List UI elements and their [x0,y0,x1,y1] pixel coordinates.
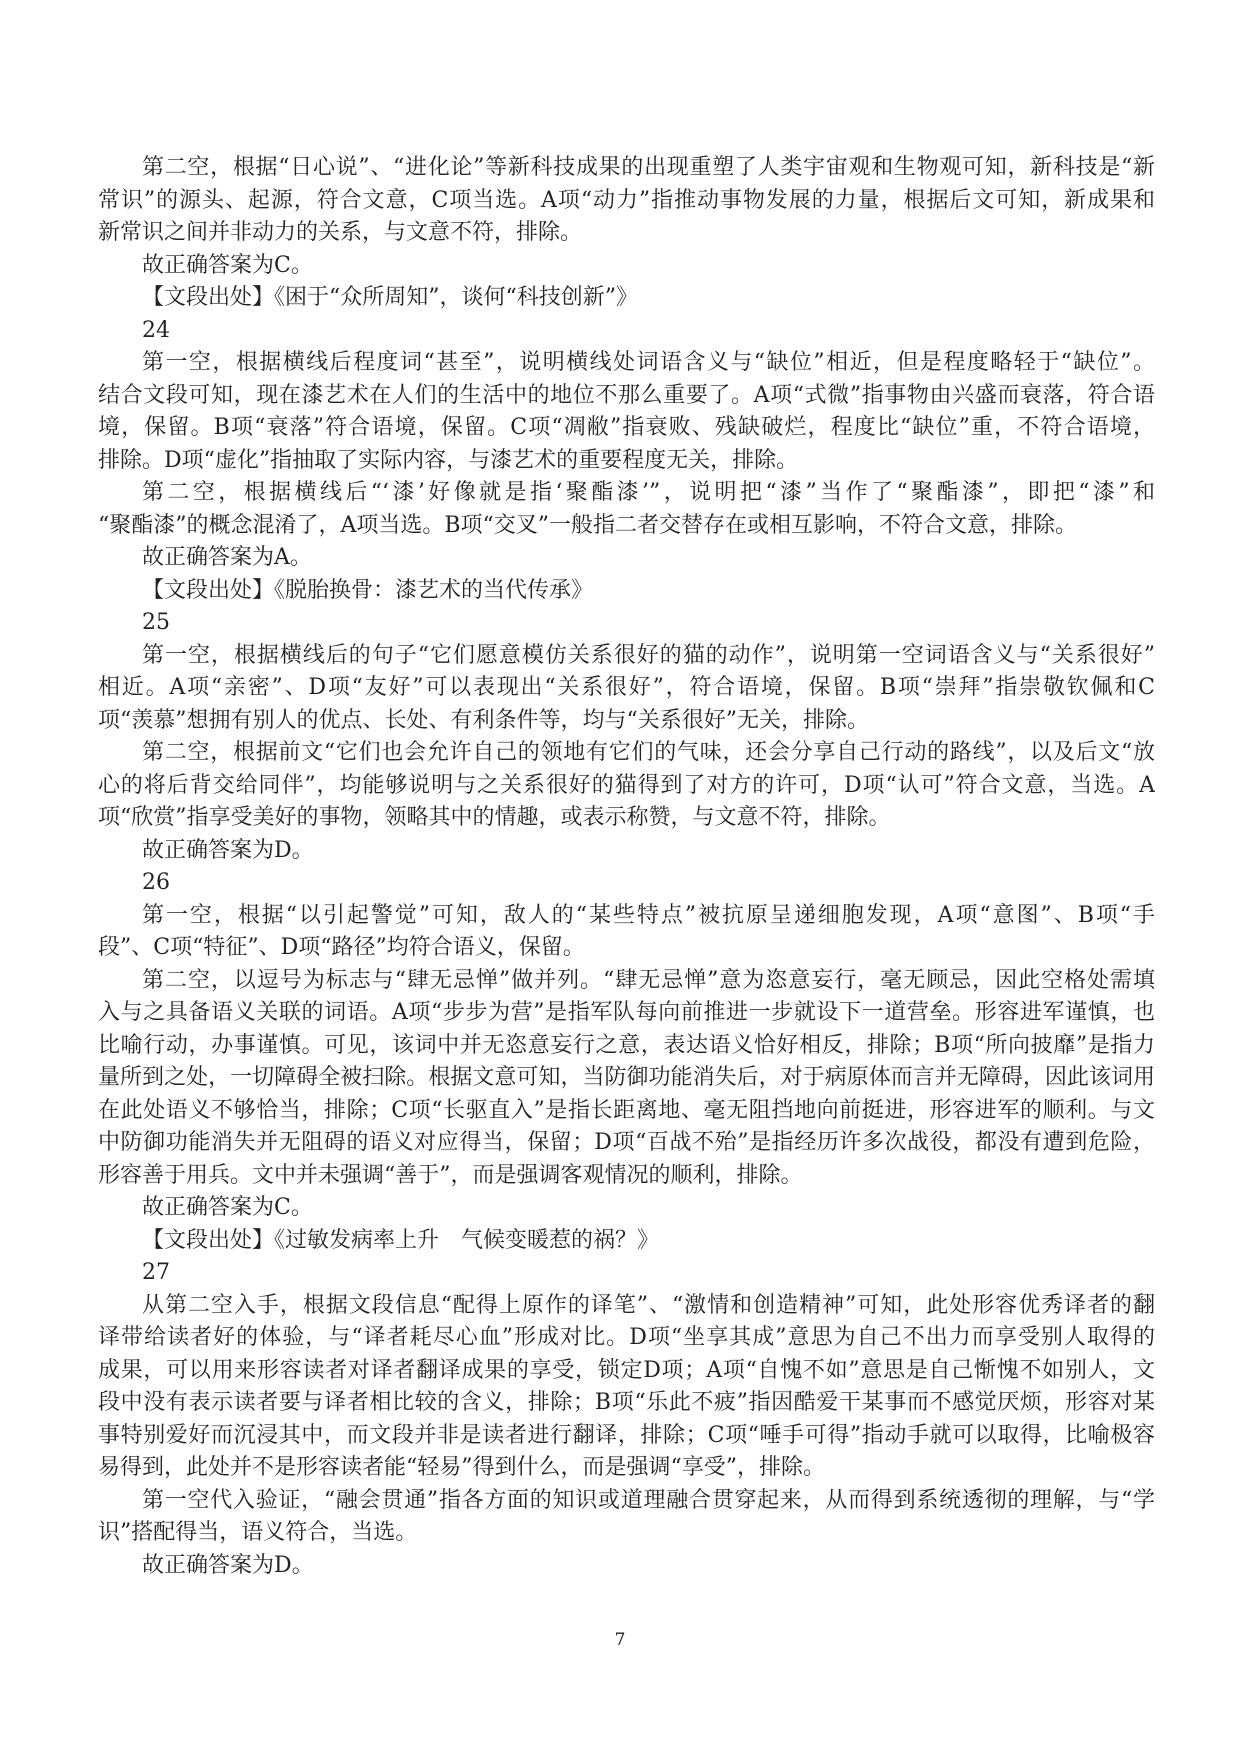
text-line: “聚酯漆”的概念混淆了，A项当选。B项“交叉”一般指二者交替存在或相互影响，不符合文意，排除。 [98,512,1078,538]
text-line: 境，保留。B项“衰落”符合语境，保留。C项“凋敝”指衰败、残缺破烂，程度比“缺位”重，不符合语境， [98,415,1155,440]
text-line: 第二空，根据横线后“‘漆’好像就是指‘聚酯漆’”，说明把“漆”当作了“聚酯漆”，即把“漆”和 [142,480,1155,505]
text-line: 识”搭配得当，语义符合，当选。 [98,1520,418,1545]
paragraph [98,1225,1155,1258]
text-line: 故正确答案为D。 [142,837,314,863]
text-line: 排除。D项“虚化”指抽取了实际内容，与漆艺术的重要程度无关，排除。 [98,447,799,473]
text-line: 段”、C项“特征”、D项“路径”均符合语义，保留。 [98,935,585,960]
page-number: 7 [614,1630,626,1650]
text-line: 25 [142,610,170,635]
paragraph [98,542,1155,575]
text-line: 26 [142,870,170,895]
paragraph [98,835,1155,868]
text-line: 项“羡慕”想拥有别人的优点、长处、有利条件等，均与“关系很好”无关，排除。 [98,707,869,733]
text-line: 第二空，以逗号为标志与“肆无忌惮”做并列。“肆无忌惮”意为恣意妄行，毫无顾忌，因此空格处需填 [142,967,1155,993]
paragraph [98,1192,1155,1225]
paragraph [98,250,1155,283]
text-line: 新常识之间并非动力的关系，与文意不符，排除。 [98,220,583,245]
paragraph [98,1290,1155,1485]
paragraph [98,867,1155,900]
paragraph [98,1550,1155,1583]
text-line: 量所到之处，一切障碍全被扫除。根据文意可知，当防御功能消失后，对于病原体而言并无障碍，因此该词用 [98,1065,1155,1090]
text-line: 故正确答案为D。 [142,1552,314,1578]
text-line: 故正确答案为C。 [142,252,313,278]
text-line: 第一空，根据横线后程度词“甚至”，说明横线处词语含义与“缺位”相近，但是程度略轻于“缺位”。 [142,350,1155,375]
text-line: 24 [142,317,170,343]
text-line: 成果，可以用来形容读者对译者翻译成果的享受，锁定D项；A项“自愧不如”意思是自己惭愧不如别人，文 [98,1357,1155,1383]
text-line: 故正确答案为A。 [142,545,312,570]
text-line: 【文段出处】《脱胎换骨：漆艺术的当代传承》 [142,577,594,603]
paragraph [98,640,1155,738]
text-line: 段中没有表示读者要与译者相比较的含义，排除；B项“乐此不疲”指因酷爱干某事而不感觉厌烦，形容对某 [98,1390,1155,1415]
paragraph [98,315,1155,348]
text-line: 译带给读者好的体验，与“译者耗尽心血”形成对比。D项“坐享其成”意思为自己不出力而享受别人取得的 [98,1325,1155,1350]
paragraph [98,347,1155,477]
text-line: 从第二空入手，根据文段信息“配得上原作的译笔”、“激情和创造精神”可知，此处形容优秀译者的翻 [142,1292,1155,1318]
text-line: 形容善于用兵。文中并未强调“善于”，而是强调客观情况的顺利，排除。 [98,1162,803,1188]
text-line: 中防御功能消失并无阻碍的语义对应得当，保留；D项“百战不殆”是指经历许多次战役，都没有遭到危险， [98,1130,1155,1155]
paragraph [98,1257,1155,1290]
paragraph [98,282,1155,315]
text-line: 第一空，根据“以引起警觉”可知，敌人的“某些特点”被抗原呈递细胞发现，A项“意图”、B项“手 [142,902,1155,928]
document-body [98,152,1155,1582]
text-line: 易得到，此处并不是形容读者能“轻易”得到什么，而是强调“享受”，排除。 [98,1455,825,1480]
text-line: 在此处语义不够恰当，排除；C项“长驱直入”是指长距离地、毫无阻挡地向前挺进，形容进军的顺利。与文 [98,1097,1155,1123]
text-line: 【文段出处】《过敏发病率上升 气候变暖惹的祸？》 [142,1227,660,1253]
paragraph [98,607,1155,640]
text-line: 心的将后背交给同伴”，均能够说明与之关系很好的猫得到了对方的许可，D项“认可”符合文意，当选。A [98,772,1155,798]
text-line: 相近。A项“亲密”、D项“友好”可以表现出“关系很好”，符合语境，保留。B项“崇拜”指崇敬钦佩和C [98,675,1155,700]
paragraph [98,477,1155,542]
paragraph [98,152,1155,250]
text-line: 比喻行动，办事谨慎。可见，该词中并无恣意妄行之意，表达语义恰好相反，排除；B项“所向披靡”是指力 [98,1032,1155,1058]
text-line: 27 [142,1260,170,1285]
paragraph [98,1485,1155,1550]
text-line: 故正确答案为C。 [142,1195,313,1220]
text-line: 结合文段可知，现在漆艺术在人们的生活中的地位不那么重要了。A项“式微”指事物由兴盛而衰落，符合语 [98,382,1155,408]
text-line: 第一空，根据横线后的句子“它们愿意模仿关系很好的猫的动作”，说明第一空词语含义与“关系很好” [142,642,1155,668]
text-line: 第二空，根据“日心说”、“进化论”等新科技成果的出现重塑了人类宇宙观和生物观可知，新科技是“新 [142,155,1155,180]
text-line: 第一空代入验证，“融会贯通”指各方面的知识或道理融合贯穿起来，从而得到系统透彻的理解，与“学 [142,1487,1155,1513]
paragraph [98,575,1155,608]
paragraph [98,737,1155,835]
text-line: 入与之具备语义关联的词语。A项“步步为营”是指军队每向前推进一步就设下一道营垒。形容进军谨慎，也 [98,1000,1155,1025]
text-line: 【文段出处】《困于“众所周知”，谈何“科技创新”》 [142,285,638,310]
text-line: 事特别爱好而沉浸其中，而文段并非是读者进行翻译，排除；C项“唾手可得”指动手就可以取得，比喻极容 [98,1422,1155,1448]
paragraph [98,965,1155,1193]
paragraph [98,900,1155,965]
text-line: 第二空，根据前文“它们也会允许自己的领地有它们的气味，还会分享自己行动的路线”，以及后文“放 [142,740,1155,765]
text-line: 项“欣赏”指享受美好的事物，领略其中的情趣，或表示称赞，与文意不符，排除。 [98,805,891,830]
text-line: 常识”的源头、起源，符合文意，C项当选。A项“动力”指推动事物发展的力量，根据后文可知，新成果和 [98,187,1155,213]
